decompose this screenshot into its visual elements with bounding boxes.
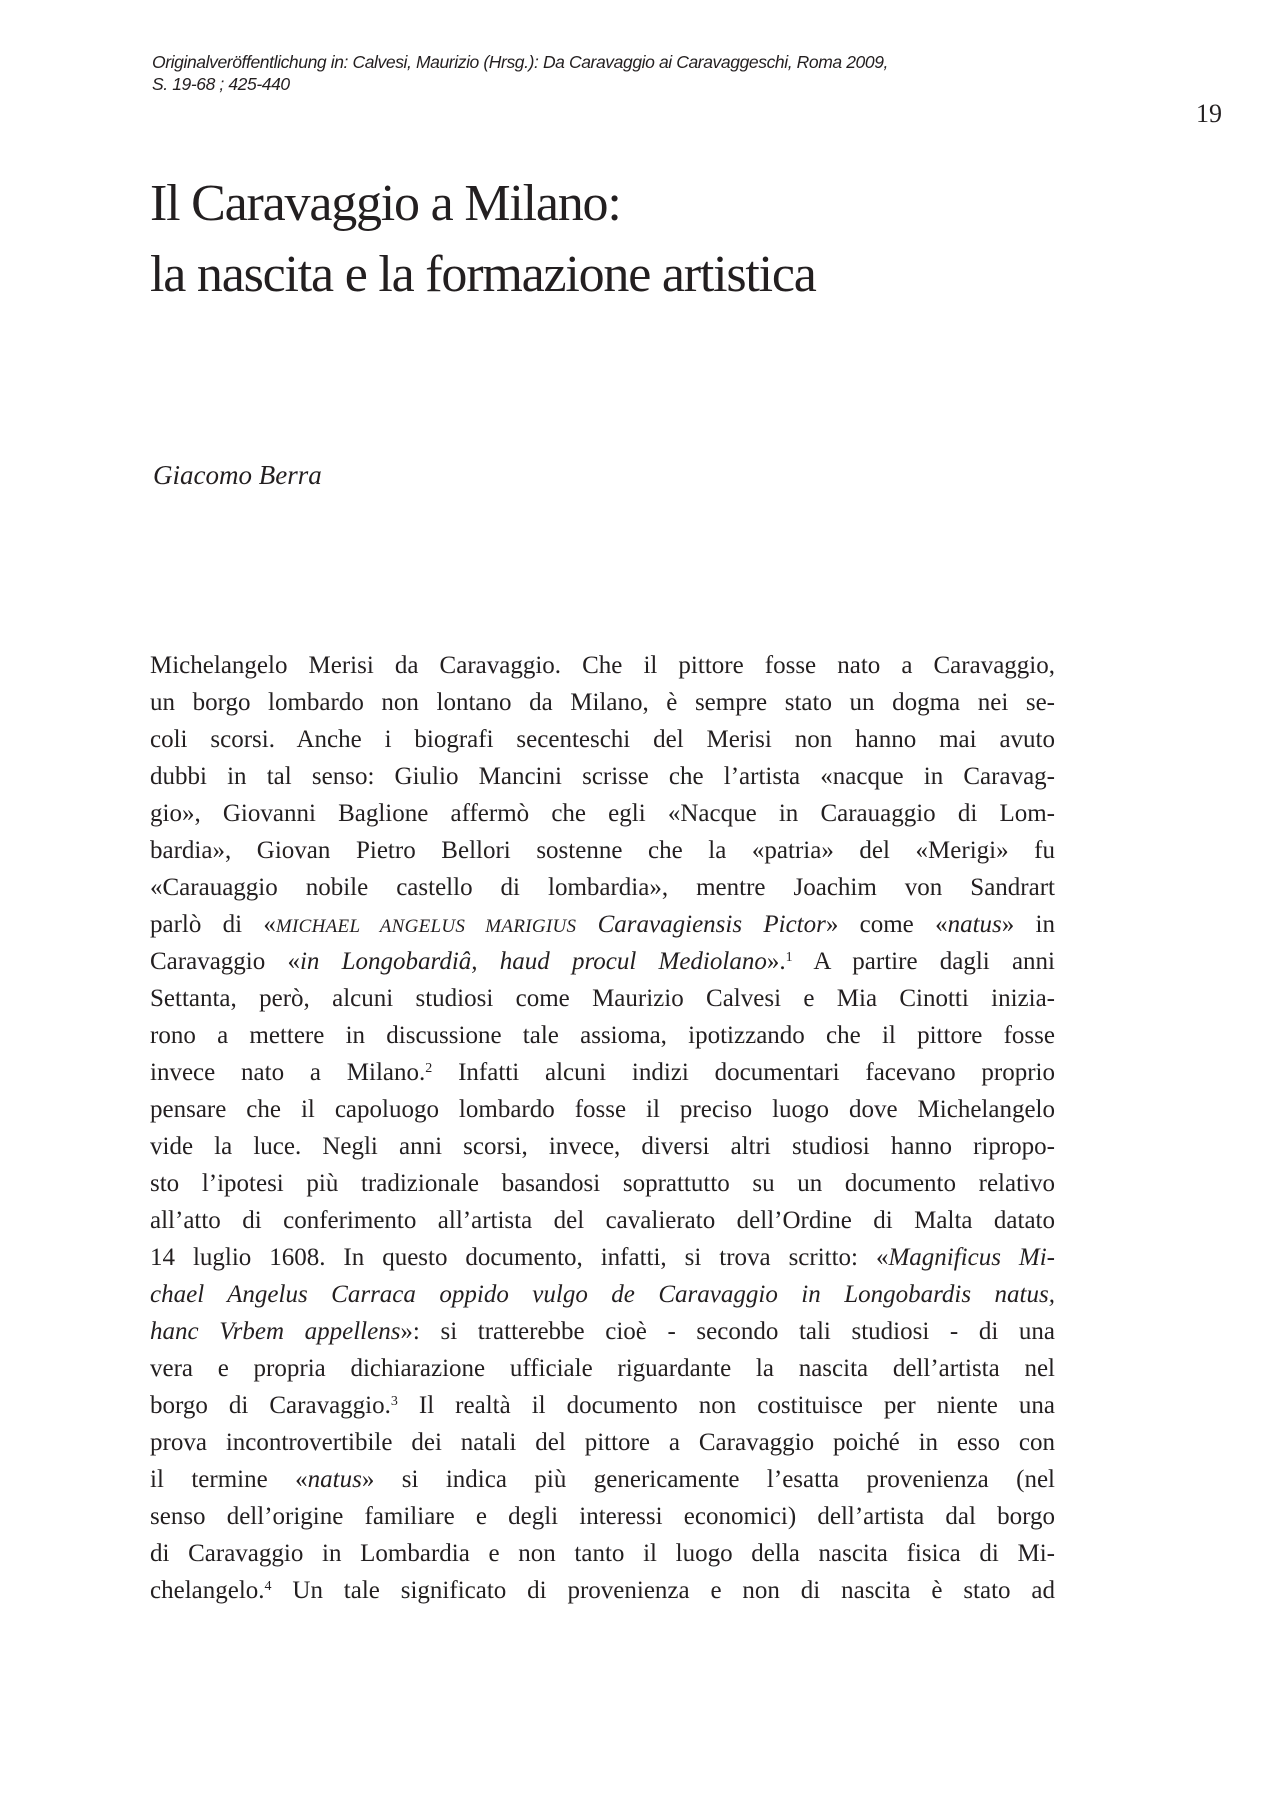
text-line bbox=[150, 1054, 1055, 1091]
article-title-line-2: la nascita e la formazione artistica bbox=[150, 246, 816, 303]
text-run: » si indica più genericamente l’esatta provenienza (nel bbox=[361, 1466, 1055, 1493]
page-number: 19 bbox=[1196, 99, 1222, 128]
italic-term: natus bbox=[307, 1466, 362, 1493]
italic-quote: Caravagiensis Pictor bbox=[576, 911, 826, 938]
text-line bbox=[150, 1239, 1055, 1276]
footnote-marker[interactable]: 3 bbox=[390, 1394, 398, 1409]
footnote-marker[interactable]: 2 bbox=[425, 1061, 433, 1076]
text-run: il termine « bbox=[150, 1466, 308, 1493]
source-note-line-1: Originalveröffentlichung in: Calvesi, Maurizio (Hrsg.): Da Caravaggio ai Caravaggeschi, Roma 2009, bbox=[152, 52, 889, 72]
text-line: coli scorsi. Anche i biografi secenteschi del Merisi non hanno mai avuto bbox=[150, 726, 1055, 753]
text-run: A partire dagli anni bbox=[792, 948, 1055, 975]
text-line: prova incontrovertibile dei natali del pittore a Caravaggio poiché in esso con bbox=[150, 1429, 1055, 1456]
italic-quote: in Longobardiâ, haud procul Mediolano bbox=[299, 948, 767, 975]
text-line: di Caravaggio in Lombardia e non tanto il luogo della nascita fisica di Mi- bbox=[150, 1540, 1055, 1567]
text-run: Il realtà il documento non costituisce per niente una bbox=[397, 1392, 1055, 1419]
text-line bbox=[150, 1313, 1055, 1350]
text-line bbox=[150, 1276, 1055, 1313]
text-line: vera e propria dichiarazione ufficiale riguardante la nascita dell’artista nel bbox=[150, 1355, 1055, 1382]
text-line: bardia», Giovan Pietro Bellori sostenne che la «patria» del «Merigi» fu bbox=[150, 837, 1055, 864]
text-run: parlò di « bbox=[150, 911, 276, 938]
text-run: ». bbox=[766, 948, 786, 975]
text-line: gio», Giovanni Baglione affermò che egli «Nacque in Carauaggio di Lom- bbox=[150, 800, 1055, 827]
text-line: dubbi in tal senso: Giulio Mancini scrisse che l’artista «nacque in Caravag- bbox=[150, 763, 1055, 790]
text-run: 14 luglio 1608. In questo documento, infatti, si trova scritto: « bbox=[150, 1244, 889, 1271]
text-line bbox=[150, 1461, 1055, 1498]
small-caps-name: MICHAEL ANGELUS MARIGIUS bbox=[275, 916, 577, 937]
italic-quote: chael Angelus Carraca oppido vulgo de Caravaggio in Longobardis natus, bbox=[150, 1281, 1055, 1308]
source-note-line-2: S. 19-68 ; 425-440 bbox=[152, 74, 290, 94]
text-line: pensare che il capoluogo lombardo fosse il preciso luogo dove Michelangelo bbox=[150, 1096, 1055, 1123]
text-run: Un tale significato di provenienza e non di nascita è stato ad bbox=[271, 1577, 1055, 1604]
author-name: Giacomo Berra bbox=[153, 460, 322, 490]
body-paragraph bbox=[150, 647, 1055, 1609]
text-run: Caravaggio « bbox=[150, 948, 300, 975]
text-run: » in bbox=[1001, 911, 1055, 938]
text-line: «Carauaggio nobile castello di lombardia», mentre Joachim von Sandrart bbox=[150, 874, 1055, 901]
footnote-marker[interactable]: 4 bbox=[264, 1579, 272, 1594]
text-line: Michelangelo Merisi da Caravaggio. Che il pittore fosse nato a Caravaggio, bbox=[150, 652, 1055, 679]
text-run: chelangelo. bbox=[150, 1577, 265, 1604]
text-run: »: si tratterebbe cioè - secondo tali studiosi - di una bbox=[400, 1318, 1055, 1345]
article-title-line-1: Il Caravaggio a Milano: bbox=[150, 175, 621, 232]
text-line bbox=[150, 943, 1055, 980]
text-line: un borgo lombardo non lontano da Milano, è sempre stato un dogma nei se- bbox=[150, 689, 1055, 716]
text-line: rono a mettere in discussione tale assioma, ipotizzando che il pittore fosse bbox=[150, 1022, 1055, 1049]
text-line bbox=[150, 1387, 1055, 1424]
text-run: borgo di Caravaggio. bbox=[150, 1392, 391, 1419]
text-line: sto l’ipotesi più tradizionale basandosi soprattutto su un documento relativo bbox=[150, 1170, 1055, 1197]
italic-quote: hanc Vrbem appellens bbox=[150, 1318, 401, 1345]
italic-quote: Magnificus Mi- bbox=[888, 1244, 1055, 1271]
text-line bbox=[150, 1572, 1055, 1609]
text-line bbox=[150, 906, 1055, 943]
text-line: Settanta, però, alcuni studiosi come Maurizio Calvesi e Mia Cinotti inizia- bbox=[150, 985, 1055, 1012]
source-note bbox=[152, 51, 1072, 95]
italic-term: natus bbox=[947, 911, 1002, 938]
text-line: all’atto di conferimento all’artista del cavalierato dell’Ordine di Malta datato bbox=[150, 1207, 1055, 1234]
text-line: senso dell’origine familiare e degli interessi economici) dell’artista dal borgo bbox=[150, 1503, 1055, 1530]
text-line: vide la luce. Negli anni scorsi, invece, diversi altri studiosi hanno ripropo- bbox=[150, 1133, 1055, 1160]
article-title bbox=[150, 168, 1150, 310]
text-run: » come « bbox=[825, 911, 948, 938]
text-run: invece nato a Milano. bbox=[150, 1059, 426, 1086]
footnote-marker[interactable]: 1 bbox=[785, 950, 793, 965]
text-run: Infatti alcuni indizi documentari facevano proprio bbox=[432, 1059, 1056, 1086]
